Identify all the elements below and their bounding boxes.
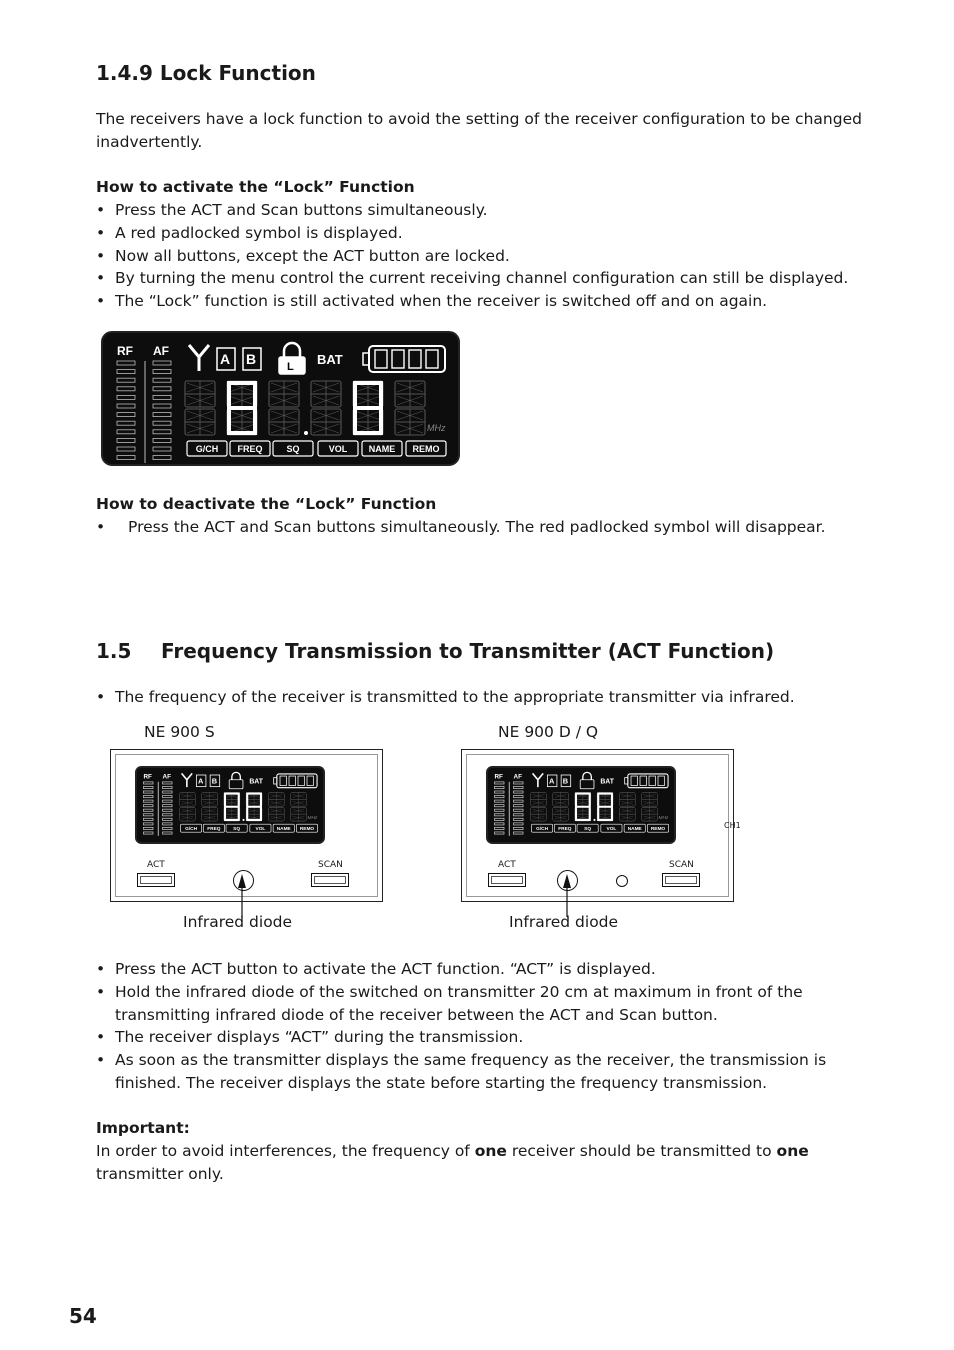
a-label: A: [197, 776, 204, 786]
list-item: • As soon as the transmitter displays the same frequency as the receiver, the transmission is finished. The receiver displays the state before starting the frequency transmission.: [96, 1049, 896, 1095]
important-text: receiver should be transmitted to: [506, 1142, 777, 1160]
lcd-menu-label: VOL: [328, 444, 348, 454]
lcd-menu-label: VOL: [606, 827, 617, 833]
mhz-label: MHz: [658, 815, 669, 821]
device-label-ne900dq: NE 900 D / Q: [498, 723, 599, 741]
lock-intro-paragraph: The receivers have a lock function to avoid the setting of the receiver configuration to be changed inadvertently.: [96, 110, 862, 151]
act-instructions-list: [96, 958, 896, 1095]
list-item: • Now all buttons, except the ACT button are locked.: [96, 245, 916, 268]
rf-label: RF: [117, 344, 133, 358]
lcd-menu-label: REMO: [299, 827, 315, 833]
b-label: B: [562, 776, 569, 786]
section-title-lock-function: 1.4.9 Lock Function: [96, 61, 316, 85]
lcd-menu-label: G/CH: [195, 444, 219, 454]
a-label: A: [548, 776, 555, 786]
deactivate-lock-heading: How to deactivate the “Lock” Function: [96, 495, 437, 513]
lcd-menu-label: NAME: [627, 827, 642, 833]
infrared-diode-label-right: Infrared diode: [509, 913, 619, 931]
lcd-menu-label: SQ: [286, 444, 300, 454]
scan-button-label: SCAN: [318, 860, 343, 870]
list-item: • Hold the infrared diode of the switched on transmitter 20 cm at maximum in front of the transmitting infrared diode of the receiver between the ACT and Scan button.: [96, 981, 896, 1027]
lcd-menu-label: FREQ: [207, 827, 221, 833]
lcd-menu-label: REMO: [650, 827, 666, 833]
rf-label: RF: [143, 773, 152, 781]
b-label: B: [211, 776, 218, 786]
af-label: AF: [153, 344, 169, 358]
important-emphasis: one: [776, 1142, 809, 1160]
infrared-diode-label-left: Infrared diode: [183, 913, 293, 931]
activate-lock-heading: How to activate the “Lock” Function: [96, 178, 415, 196]
mhz-label: MHz: [427, 423, 446, 433]
lcd-menu-label: NAME: [368, 444, 396, 454]
list-item: • Press the ACT and Scan buttons simultaneously.: [96, 199, 916, 222]
important-heading: Important:: [96, 1119, 190, 1137]
page-number: 54: [69, 1304, 97, 1328]
bat-label: BAT: [249, 778, 263, 786]
ch1-label: CH1: [724, 821, 741, 830]
list-item: • By turning the menu control the current receiving channel configuration can still be displayed.: [96, 267, 916, 290]
af-label: AF: [162, 773, 171, 781]
b-label: B: [246, 351, 257, 367]
list-item: • Press the ACT button to activate the ACT function. “ACT” is displayed.: [96, 958, 896, 981]
lcd-menu-label: G/CH: [536, 827, 549, 833]
important-emphasis: one: [474, 1142, 507, 1160]
list-item: • A red padlocked symbol is displayed.: [96, 222, 916, 245]
section-number-1-5: 1.5: [96, 639, 132, 663]
lcd-menu-label: G/CH: [185, 827, 198, 833]
device-label-ne900s: NE 900 S: [144, 723, 215, 741]
important-text: transmitter only.: [96, 1165, 224, 1183]
af-label: AF: [513, 773, 522, 781]
lcd-menu-label: SQ: [584, 827, 592, 833]
lcd-menu-label: FREQ: [558, 827, 572, 833]
list-item: • The frequency of the receiver is transmitted to the appropriate transmitter via infrared.: [96, 686, 916, 709]
section-title-act-function: Frequency Transmission to Transmitter (ACT Function): [161, 639, 775, 663]
list-item: • The “Lock” function is still activated when the receiver is switched off and on again.: [96, 290, 916, 313]
lcd-menu-label: SQ: [233, 827, 241, 833]
lcd-menu-label: NAME: [276, 827, 291, 833]
list-item: • Press the ACT and Scan buttons simultaneously. The red padlocked symbol will disappear.: [96, 516, 916, 539]
lock-l-label: L: [287, 361, 294, 373]
lcd-menu-label: FREQ: [237, 444, 263, 454]
bat-label: BAT: [600, 778, 614, 786]
lcd-menu-label: VOL: [255, 827, 266, 833]
rf-label: RF: [494, 773, 503, 781]
act-button-label: ACT: [498, 860, 516, 870]
important-text: In order to avoid interferences, the frequency of: [96, 1142, 475, 1160]
important-paragraph: [96, 1140, 896, 1186]
mhz-label: MHz: [307, 815, 318, 821]
a-label: A: [220, 351, 231, 367]
scan-button-label: SCAN: [669, 860, 694, 870]
act-button-label: ACT: [147, 860, 165, 870]
lcd-menu-label: REMO: [412, 444, 440, 454]
list-item: • The receiver displays “ACT” during the transmission.: [96, 1026, 896, 1049]
bat-label: BAT: [317, 352, 343, 367]
